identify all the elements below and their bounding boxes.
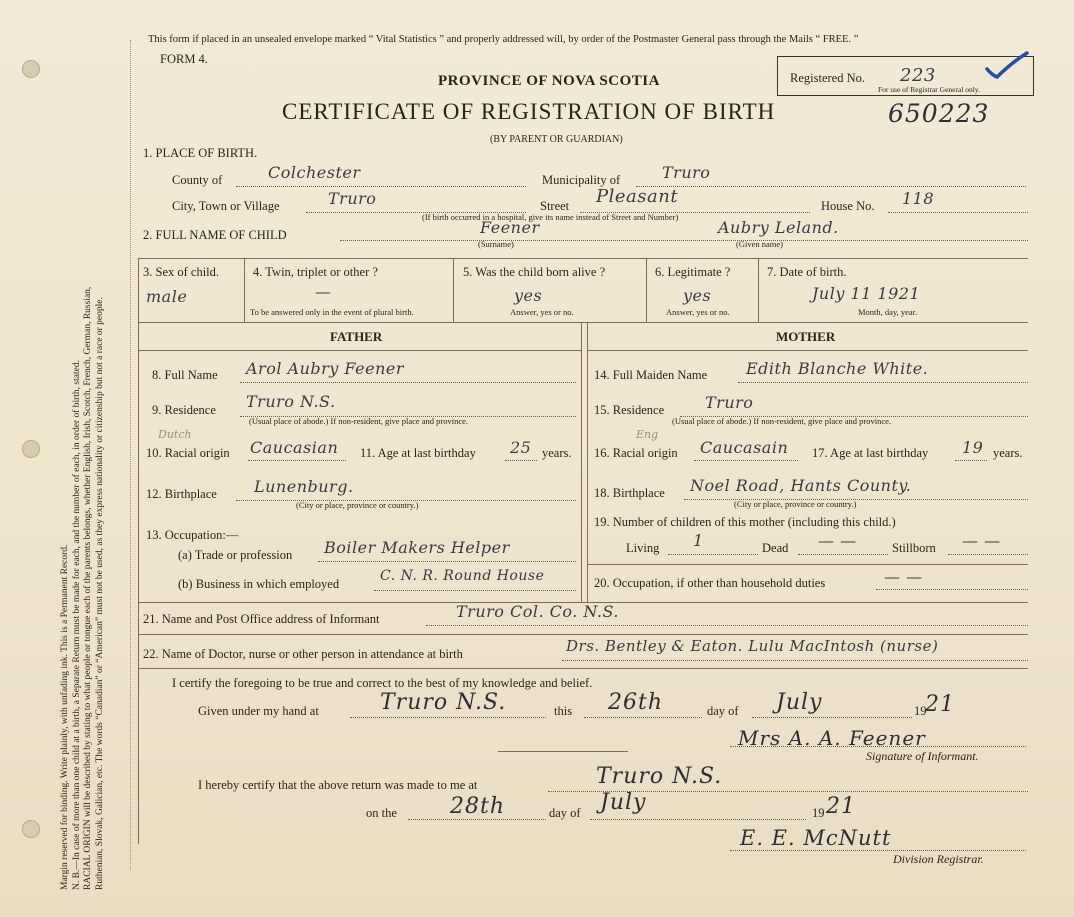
municipality-value: Truro xyxy=(662,163,711,182)
mother-age-label: 17. Age at last birthday xyxy=(812,446,929,460)
row-divider xyxy=(587,564,1028,565)
given-label: Given under my hand at xyxy=(198,704,319,718)
alive-value: yes xyxy=(514,286,543,305)
given-place-line xyxy=(350,717,546,718)
binder-hole xyxy=(22,60,40,78)
stillborn-label: Stillborn xyxy=(892,541,936,555)
county-label: County of xyxy=(172,173,223,187)
father-name-line xyxy=(240,382,576,383)
child-given-name: Aubry Leland. xyxy=(718,218,839,237)
informant-signature-line xyxy=(730,746,1026,747)
mother-age-line xyxy=(955,460,987,461)
street-value: Pleasant xyxy=(596,186,679,207)
given-year: 21 xyxy=(925,692,955,717)
father-business: C. N. R. Round House xyxy=(380,568,545,584)
county-value: Colchester xyxy=(268,163,361,182)
mother-name: Edith Blanche White. xyxy=(746,359,929,378)
dead-line xyxy=(798,554,888,555)
father-race-label: 10. Racial origin xyxy=(146,446,230,460)
child-surname: Feener xyxy=(480,218,540,237)
mother-birthplace: Noel Road, Hants County. xyxy=(690,476,912,495)
mother-occupation-line xyxy=(876,589,1028,590)
registrar-label: Division Registrar. xyxy=(893,852,984,866)
father-age-line xyxy=(505,460,537,461)
mother-heading: MOTHER xyxy=(776,329,836,344)
father-name: Arol Aubry Feener xyxy=(246,359,404,378)
registrar-month-line xyxy=(590,819,806,820)
row-divider xyxy=(138,634,1028,635)
check-mark-icon xyxy=(983,49,1031,83)
father-business-label: (b) Business in which employed xyxy=(178,577,340,591)
father-name-label: 8. Full Name xyxy=(152,368,218,382)
twin-value: — xyxy=(315,282,332,301)
col-divider xyxy=(758,258,759,322)
father-residence-label: 9. Residence xyxy=(152,403,216,417)
registrar-signature-line xyxy=(730,850,1026,851)
registrar-month: July xyxy=(600,790,647,815)
legitimate-value: yes xyxy=(683,286,712,305)
mother-name-label: 14. Full Maiden Name xyxy=(594,368,708,382)
informant-line xyxy=(426,625,1028,626)
alive-label: 5. Was the child born alive ? xyxy=(463,265,606,279)
given-place: Truro N.S. xyxy=(380,690,507,715)
binder-hole xyxy=(22,820,40,838)
given-month-line xyxy=(752,717,912,718)
municipality-line xyxy=(636,186,1026,187)
living-value: 1 xyxy=(693,531,704,550)
registration-number: 650223 xyxy=(888,99,990,128)
informant-signature: Mrs A. A. Feener xyxy=(738,726,926,750)
father-race-line xyxy=(248,460,346,461)
row-divider xyxy=(138,668,1028,669)
legitimate-label: 6. Legitimate ? xyxy=(655,265,731,279)
on-label: on the xyxy=(366,806,397,820)
sex-value: male xyxy=(146,287,188,306)
father-residence: Truro N.S. xyxy=(246,392,336,411)
given-month: July xyxy=(776,690,823,715)
mother-occupation: — — xyxy=(884,567,923,586)
living-line xyxy=(668,554,758,555)
informant-label: 21. Name and Post Office address of Informant xyxy=(143,612,380,626)
hospital-note: (If birth occurred in a hospital, give its name instead of Street and Number) xyxy=(422,212,679,222)
col-divider xyxy=(453,258,454,322)
registrar-day-line xyxy=(408,819,546,820)
registrar-text: I hereby certify that the above return was made to me at xyxy=(198,778,478,792)
stillborn-line xyxy=(948,554,1028,555)
signature-divider xyxy=(498,751,628,752)
father-birthplace-note: (City or place, province or country.) xyxy=(296,500,419,510)
house-label: House No. xyxy=(821,199,875,213)
certificate-title: CERTIFICATE OF REGISTRATION OF BIRTH xyxy=(282,99,776,124)
city-label: City, Town or Village xyxy=(172,199,280,213)
mother-residence-note: (Usual place of abode.) If non-resident, give place and province. xyxy=(672,416,892,426)
father-trade-line xyxy=(318,561,576,562)
child-name-line xyxy=(340,240,1028,241)
margin-note: N. B.—In case of more than one child at a birth, a Separate Return must be made for each, and the number of each, in order of birth, stated. xyxy=(71,360,82,890)
registered-value: 223 xyxy=(900,65,936,86)
certify-text: I certify the foregoing to be true and correct to the best of my knowledge and belief. xyxy=(172,676,593,690)
dob-note: Month, day, year. xyxy=(858,307,918,317)
mother-occupation-label: 20. Occupation, if other than household duties xyxy=(594,576,826,590)
mother-race: Caucasain xyxy=(700,438,789,457)
dead-label: Dead xyxy=(762,541,789,555)
child-name-label: 2. FULL NAME OF CHILD xyxy=(143,228,287,242)
father-trade-label: (a) Trade or profession xyxy=(178,548,293,562)
given-day: 26th xyxy=(608,690,664,715)
mother-age: 19 xyxy=(962,438,984,457)
house-value: 118 xyxy=(902,189,935,208)
father-business-line xyxy=(374,590,576,591)
col-divider xyxy=(646,258,647,322)
dayof-label: day of xyxy=(707,704,739,718)
province-heading: PROVINCE OF NOVA SCOTIA xyxy=(438,73,660,89)
father-age: 25 xyxy=(510,438,532,457)
attendant-line xyxy=(562,660,1028,661)
father-trade: Boiler Makers Helper xyxy=(324,538,510,557)
margin-note: RACIAL ORIGIN will be described by stating to what people or tongue each of the parents belongs, whether English, Irish, Scotch, French, German, Russian, xyxy=(83,286,93,890)
mother-residence-label: 15. Residence xyxy=(594,403,665,417)
stillborn-value: — — xyxy=(962,531,1001,550)
center-divider xyxy=(587,322,588,602)
father-occupation-label: 13. Occupation:— xyxy=(146,528,239,542)
mother-race-line xyxy=(694,460,798,461)
given-note: (Given name) xyxy=(736,239,783,249)
row-divider xyxy=(138,322,1028,323)
postal-notice: This form if placed in an unsealed envelope marked “ Vital Statistics ” and properly addressed will, by order of the Postmaster General pass through the Mails “ FREE. ” xyxy=(148,34,859,45)
registrar-year: 21 xyxy=(826,794,856,819)
certificate-subtitle: (BY PARENT OR GUARDIAN) xyxy=(490,134,623,145)
house-line xyxy=(888,212,1028,213)
dob-value: July 11 1921 xyxy=(812,284,921,303)
dob-label: 7. Date of birth. xyxy=(767,265,847,279)
attendant-value: Drs. Bentley & Eaton. Lulu MacIntosh (nurse) xyxy=(566,637,939,655)
binder-hole xyxy=(22,440,40,458)
informant-signature-label: Signature of Informant. xyxy=(866,749,979,763)
county-line xyxy=(236,186,526,187)
center-divider xyxy=(581,322,582,602)
father-race: Caucasian xyxy=(250,438,339,457)
registered-box xyxy=(777,56,1034,96)
row-divider xyxy=(587,350,1028,351)
attendant-label: 22. Name of Doctor, nurse or other person in attendance at birth xyxy=(143,647,463,661)
mother-race-label: 16. Racial origin xyxy=(594,446,678,460)
given-day-line xyxy=(584,717,702,718)
registrar-place: Truro N.S. xyxy=(596,764,723,789)
alive-note: Answer, yes or no. xyxy=(510,307,574,317)
binding-line xyxy=(130,40,131,870)
father-age-label: 11. Age at last birthday xyxy=(360,446,476,460)
row-divider xyxy=(138,258,1028,259)
registrar-dayof-label: day of xyxy=(549,806,581,820)
col-divider xyxy=(244,258,245,322)
registrar-signature: E. E. McNutt xyxy=(740,826,892,850)
father-race-note: Dutch xyxy=(158,428,192,441)
father-residence-note: (Usual place of abode.) If non-resident, give place and province. xyxy=(249,416,469,426)
mother-birthplace-note: (City or place, province or country.) xyxy=(734,499,857,509)
father-years: years. xyxy=(542,446,572,460)
left-frame-line xyxy=(138,258,139,844)
legitimate-note: Answer, yes or no. xyxy=(666,307,730,317)
father-birthplace-label: 12. Birthplace xyxy=(146,487,217,501)
street-label: Street xyxy=(540,199,570,213)
living-label: Living xyxy=(626,541,660,555)
form-number: FORM 4. xyxy=(160,52,208,66)
place-of-birth-heading: 1. PLACE OF BIRTH. xyxy=(143,146,258,160)
municipality-label: Municipality of xyxy=(542,173,621,187)
mother-race-note: Eng xyxy=(636,428,659,441)
margin-instructions xyxy=(60,30,106,890)
mother-children-label: 19. Number of children of this mother (including this child.) xyxy=(594,515,896,529)
registered-note: For use of Registrar General only. xyxy=(878,85,980,94)
twin-label: 4. Twin, triplet or other ? xyxy=(253,265,378,279)
this-label: this xyxy=(554,704,573,718)
father-heading: FATHER xyxy=(330,329,383,344)
registrar-day: 28th xyxy=(450,794,506,819)
mother-years: years. xyxy=(993,446,1023,460)
mother-residence: Truro xyxy=(705,393,754,412)
registered-label: Registered No. xyxy=(790,71,865,85)
father-birthplace: Lunenburg. xyxy=(254,477,354,496)
informant-value: Truro Col. Co. N.S. xyxy=(456,602,619,621)
margin-note: Margin reserved for binding. Write plainly, with unfading ink. This is a Permanent Record. xyxy=(60,544,70,890)
dead-value: — — xyxy=(818,531,857,550)
surname-note: (Surname) xyxy=(478,239,514,249)
given-year-prefix: 19 xyxy=(914,704,927,718)
mother-name-line xyxy=(738,382,1028,383)
twin-note: To be answered only in the event of plural birth. xyxy=(250,307,414,317)
mother-birthplace-label: 18. Birthplace xyxy=(594,486,665,500)
city-value: Truro xyxy=(328,189,377,208)
registrar-year-prefix: 19 xyxy=(812,806,825,820)
margin-note: Ruthenian, Slovak, Galician, etc. The words “Canadian” or “American” must not be used, as they express nationality or citizenship but not a race or people. xyxy=(94,297,105,890)
sex-label: 3. Sex of child. xyxy=(143,265,220,279)
row-divider xyxy=(138,350,581,351)
